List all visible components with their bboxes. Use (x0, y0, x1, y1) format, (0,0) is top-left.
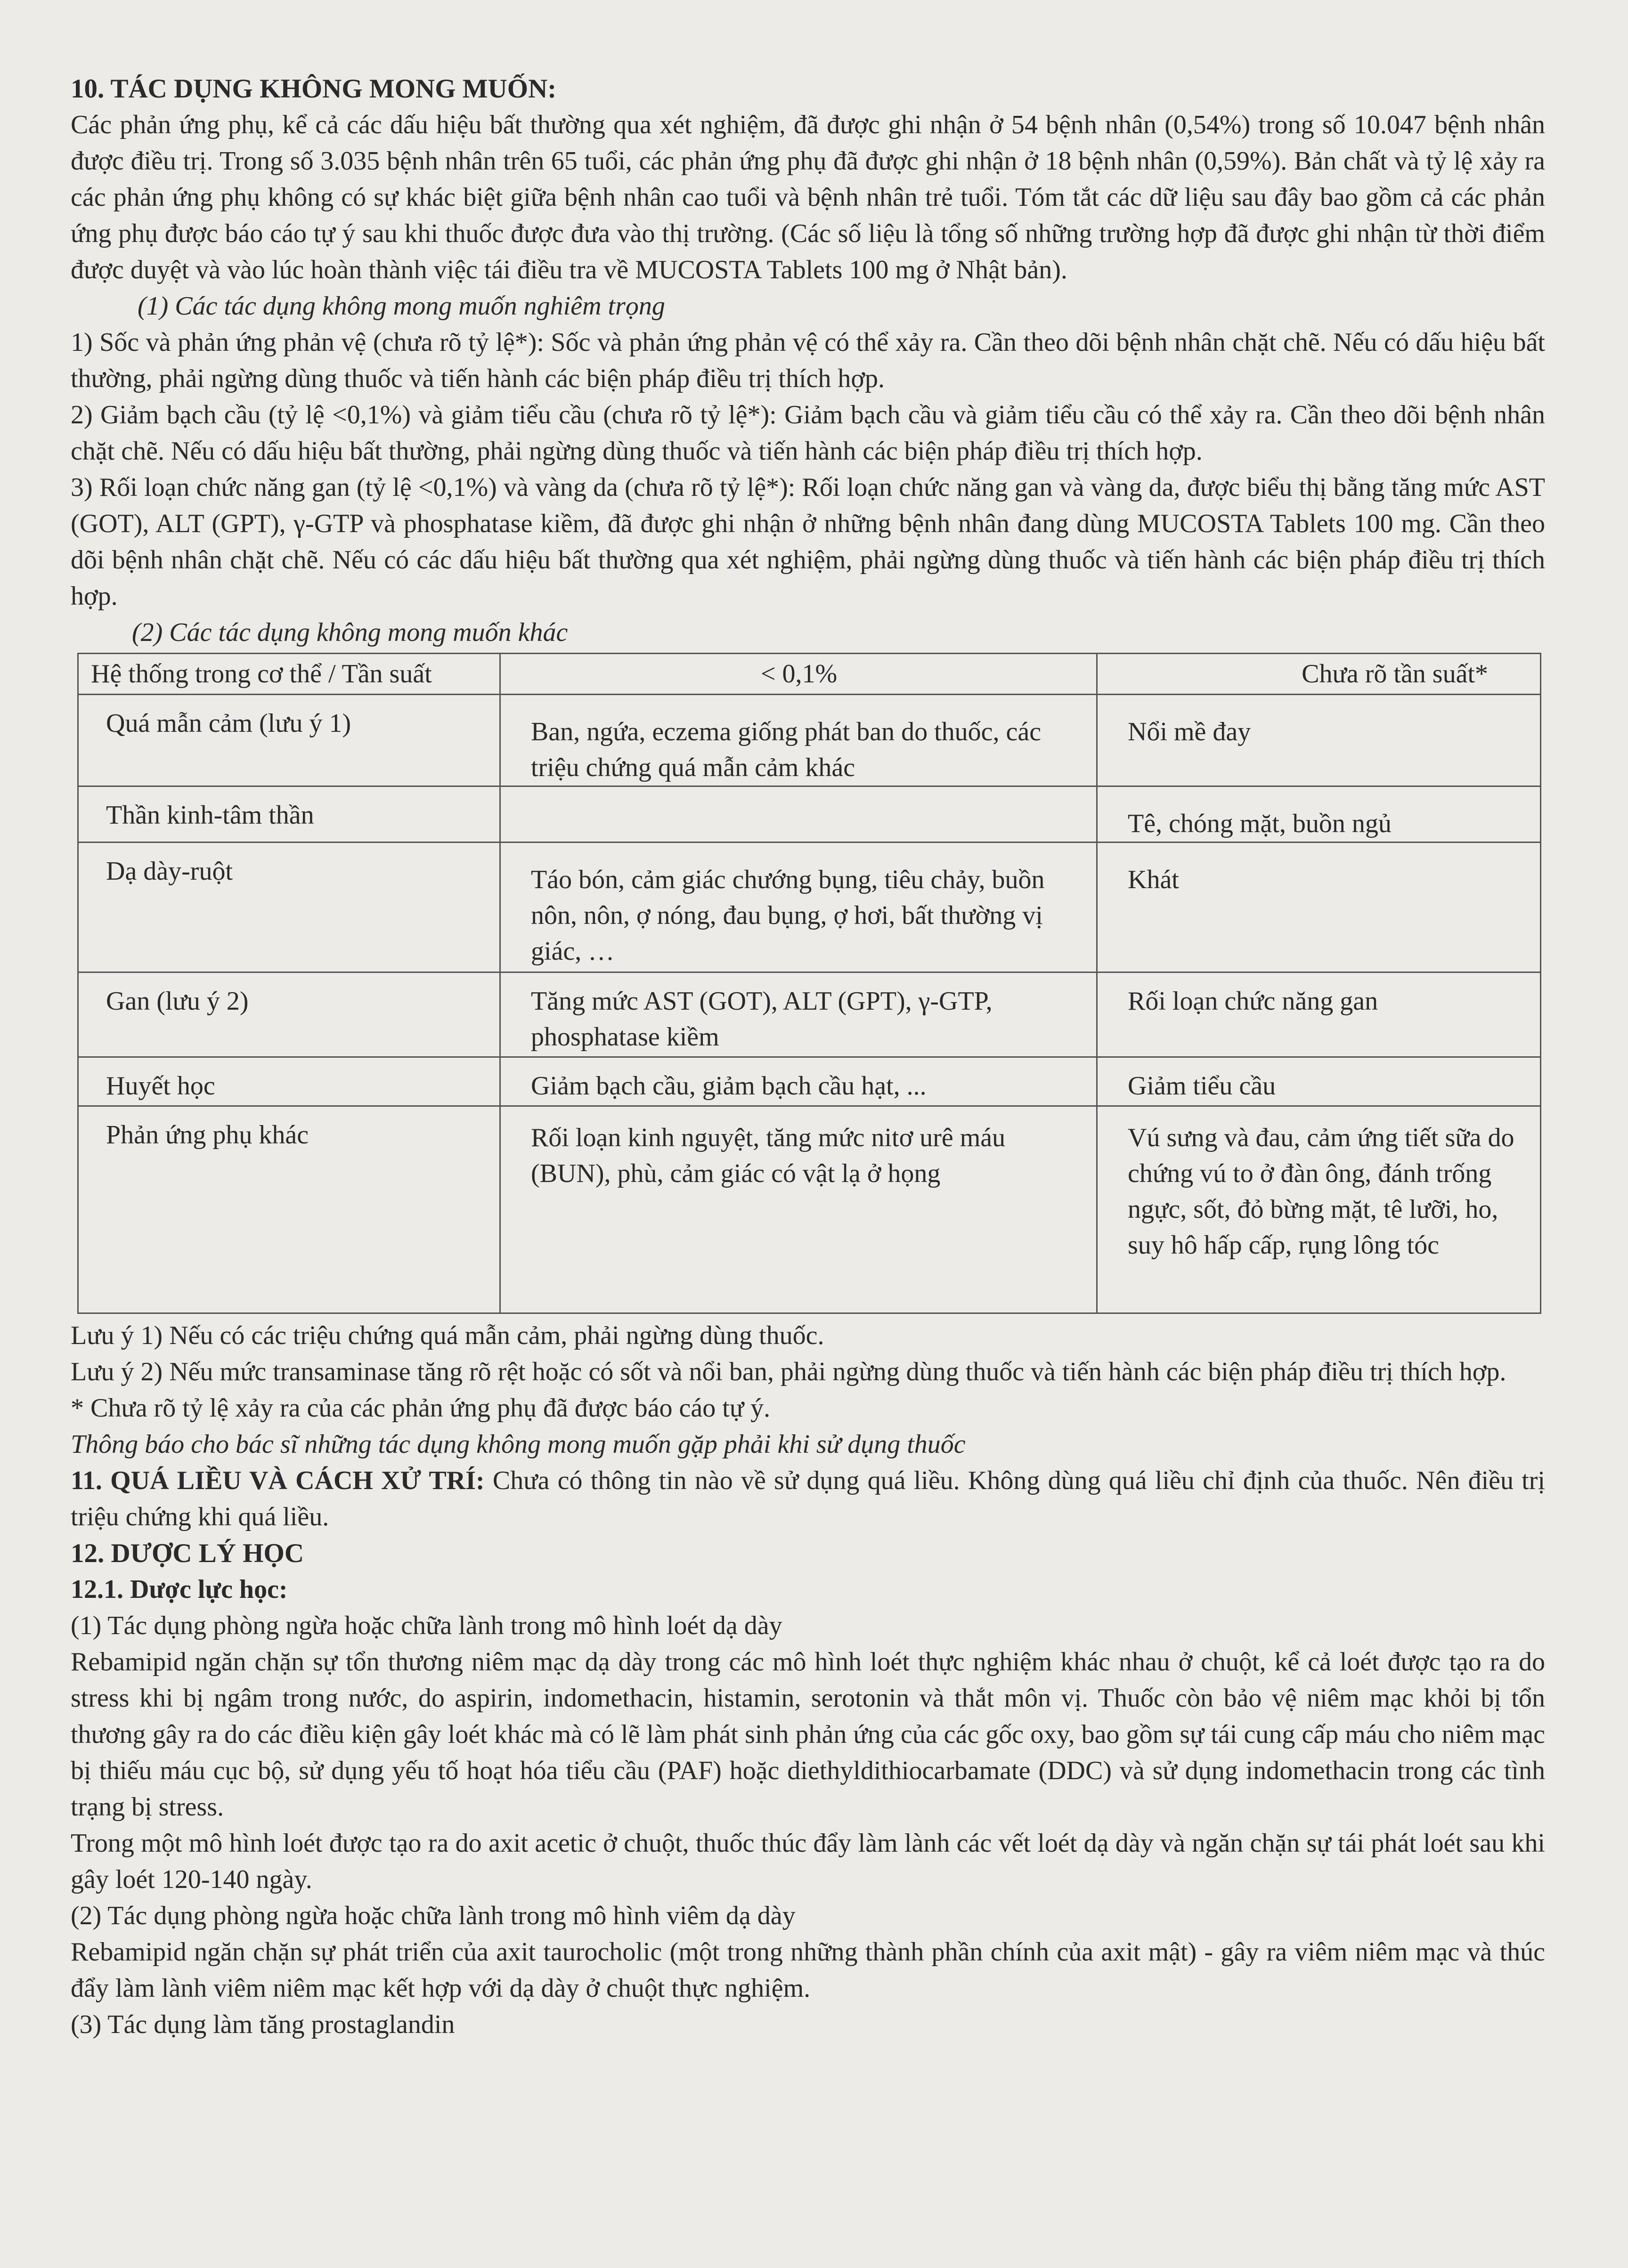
table-header-rate: < 0,1% (500, 654, 1097, 695)
table-cell: Rối loạn chức năng gan (1097, 972, 1541, 1057)
table-header-unknown: Chưa rõ tần suất* (1097, 654, 1541, 695)
table-cell: Dạ dày-ruột (78, 842, 500, 972)
document-page (71, 71, 1545, 2043)
pharmacology-text-1: Rebamipid ngăn chặn sự tổn thương niêm mạc dạ dày trong các mô hình loét thực nghiệm khác nhau ở chuột, kể cả loét được tạo ra do stress khi bị ngâm trong nước, do aspirin, indomethacin, histamin, serotonin và thắt môn vị. Thuốc còn bảo vệ niêm mạc khỏi bị tổn thương gây ra do các điều kiện gây loét khác mà có lẽ làm phát sinh phản ứng của các gốc oxy, bao gồm sự tái cung cấp máu cho niêm mạc bị thiếu máu cục bộ, sử dụng yếu tố hoạt hóa tiểu cầu (PAF) hoặc diethyldithiocarbamate (DDC) và sử dụng indomethacin trong các tình trạng bị stress. (71, 1647, 1545, 1822)
serious-effect-1: 1) Sốc và phản ứng phản vệ (chưa rõ tỷ lệ*): Sốc và phản ứng phản vệ có thể xảy ra. Cần theo dõi bệnh nhân chặt chẽ. Nếu có dấu hiệu bất thường, phải ngừng dùng thuốc và tiến hành các biện pháp điều trị thích hợp. (71, 328, 1545, 393)
table-row (78, 695, 1541, 786)
pharmacology-text-2: Rebamipid ngăn chặn sự phát triển của axit taurocholic (một trong những thành phần chính của axit mật) - gây ra viêm niêm mạc và thúc đẩy làm lành viêm niêm mạc kết hợp với dạ dày ở chuột thực nghiệm. (71, 1937, 1545, 2003)
table-header-system: Hệ thống trong cơ thể / Tần suất (78, 654, 500, 695)
section-12-1-title: 12.1. Dược lực học: (71, 1575, 288, 1604)
serious-effect-2: 2) Giảm bạch cầu (tỷ lệ <0,1%) và giảm tiểu cầu (chưa rõ tỷ lệ*): Giảm bạch cầu và giảm tiểu cầu có thể xảy ra. Cần theo dõi bệnh nhân chặt chẽ. Nếu có dấu hiệu bất thường, phải ngừng dùng thuốc và tiến hành các biện pháp điều trị thích hợp. (71, 400, 1545, 466)
table-cell: Vú sưng và đau, cảm ứng tiết sữa do chứng vú to ở đàn ông, đánh trống ngực, sốt, đỏ bừng mặt, tê lưỡi, ho, suy hô hấp cấp, rụng lông tóc (1097, 1106, 1541, 1313)
note-star: * Chưa rõ tỷ lệ xảy ra của các phản ứng phụ đã được báo cáo tự ý. (71, 1393, 771, 1423)
table-cell: Huyết học (78, 1057, 500, 1106)
pharmacology-heading-2: (2) Tác dụng phòng ngừa hoặc chữa lành trong mô hình viêm dạ dày (71, 1901, 796, 1930)
table-row (78, 1106, 1541, 1313)
table-cell: Giảm bạch cầu, giảm bạch cầu hạt, ... (500, 1057, 1097, 1106)
table-cell: Phản ứng phụ khác (78, 1106, 500, 1313)
other-effects-heading: (2) Các tác dụng không mong muốn khác (132, 618, 568, 647)
serious-effect-3: 3) Rối loạn chức năng gan (tỷ lệ <0,1%) và vàng da (chưa rõ tỷ lệ*): Rối loạn chức năng gan và vàng da, được biểu thị bằng tăng mức AST (GOT), ALT (GPT), γ-GTP và phosphatase kiềm, đã được ghi nhận ở những bệnh nhân đang dùng MUCOSTA Tablets 100 mg. Cần theo dõi bệnh nhân chặt chẽ. Nếu có các dấu hiệu bất thường qua xét nghiệm, phải ngừng dùng thuốc và tiến hành các biện pháp điều trị thích hợp. (71, 473, 1545, 611)
note-1: Lưu ý 1) Nếu có các triệu chứng quá mẫn cảm, phải ngừng dùng thuốc. (71, 1321, 824, 1350)
table-cell: Tăng mức AST (GOT), ALT (GPT), γ-GTP, phosphatase kiềm (500, 972, 1097, 1057)
table-cell: Nổi mề đay (1097, 695, 1541, 786)
section-11 (71, 1463, 1545, 1535)
section-10-intro: Các phản ứng phụ, kể cả các dấu hiệu bất thường qua xét nghiệm, đã được ghi nhận ở 54 bệnh nhân (0,54%) trong số 10.047 bệnh nhân được điều trị. Trong số 3.035 bệnh nhân trên 65 tuổi, các phản ứng phụ đã được ghi nhận ở 18 bệnh nhân (0,59%). Bản chất và tỷ lệ xảy ra các phản ứng phụ không có sự khác biệt giữa bệnh nhân cao tuổi và bệnh nhân trẻ tuổi. Tóm tắt các dữ liệu sau đây bao gồm cả các phản ứng phụ được báo cáo tự ý sau khi thuốc được đưa vào thị trường. (Các số liệu là tổng số những trường hợp đã được ghi nhận từ thời điểm được duyệt và vào lúc hoàn thành việc tái điều tra về MUCOSTA Tablets 100 mg ở Nhật bản). (71, 110, 1545, 284)
notify-doctor-text: Thông báo cho bác sĩ những tác dụng không mong muốn gặp phải khi sử dụng thuốc (71, 1430, 966, 1459)
pharmacology-heading-3: (3) Tác dụng làm tăng prostaglandin (71, 2010, 455, 2039)
table-cell: Gan (lưu ý 2) (78, 972, 500, 1057)
table-row (78, 1057, 1541, 1106)
section-11-title: 11. QUÁ LIỀU VÀ CÁCH XỬ TRÍ: (71, 1466, 485, 1495)
pharmacology-heading-1: (1) Tác dụng phòng ngừa hoặc chữa lành trong mô hình loét dạ dày (71, 1611, 782, 1640)
serious-effects-heading: (1) Các tác dụng không mong muốn nghiêm trọng (138, 292, 665, 321)
table-cell: Táo bón, cảm giác chướng bụng, tiêu chảy, buồn nôn, nôn, ợ nóng, đau bụng, ợ hơi, bất thường vị giác, … (500, 842, 1097, 972)
table-row (78, 786, 1541, 842)
adverse-effects-table (77, 653, 1541, 1314)
table-cell: Khát (1097, 842, 1541, 972)
table-cell: Rối loạn kinh nguyệt, tăng mức nitơ urê máu (BUN), phù, cảm giác có vật lạ ở họng (500, 1106, 1097, 1313)
section-12-title: 12. DƯỢC LÝ HỌC (71, 1539, 304, 1568)
section-10-title: 10. TÁC DỤNG KHÔNG MONG MUỐN: (71, 74, 557, 104)
table-cell: Ban, ngứa, eczema giống phát ban do thuốc, các triệu chứng quá mẫn cảm khác (500, 695, 1097, 786)
table-cell: Quá mẫn cảm (lưu ý 1) (78, 695, 500, 786)
pharmacology-text-1b: Trong một mô hình loét được tạo ra do axit acetic ở chuột, thuốc thúc đẩy làm lành các vết loét dạ dày và ngăn chặn sự tái phát loét sau khi gây loét 120-140 ngày. (71, 1829, 1545, 1894)
table-cell: Giảm tiểu cầu (1097, 1057, 1541, 1106)
table-row (78, 842, 1541, 972)
table-cell: Thần kinh-tâm thần (78, 786, 500, 842)
table-row (78, 972, 1541, 1057)
table-cell (500, 786, 1097, 842)
section-11-text: Chưa có thông tin nào về sử dụng quá liều. Không dùng quá liều chỉ định của thuốc. Nên điều trị triệu chứng khi quá liều. (71, 1466, 1546, 1531)
note-2: Lưu ý 2) Nếu mức transaminase tăng rõ rệt hoặc có sốt và nổi ban, phải ngừng dùng thuốc và tiến hành các biện pháp điều trị thích hợp. (71, 1357, 1506, 1386)
table-header-row (78, 654, 1541, 695)
table-cell: Tê, chóng mặt, buồn ngủ (1097, 786, 1541, 842)
